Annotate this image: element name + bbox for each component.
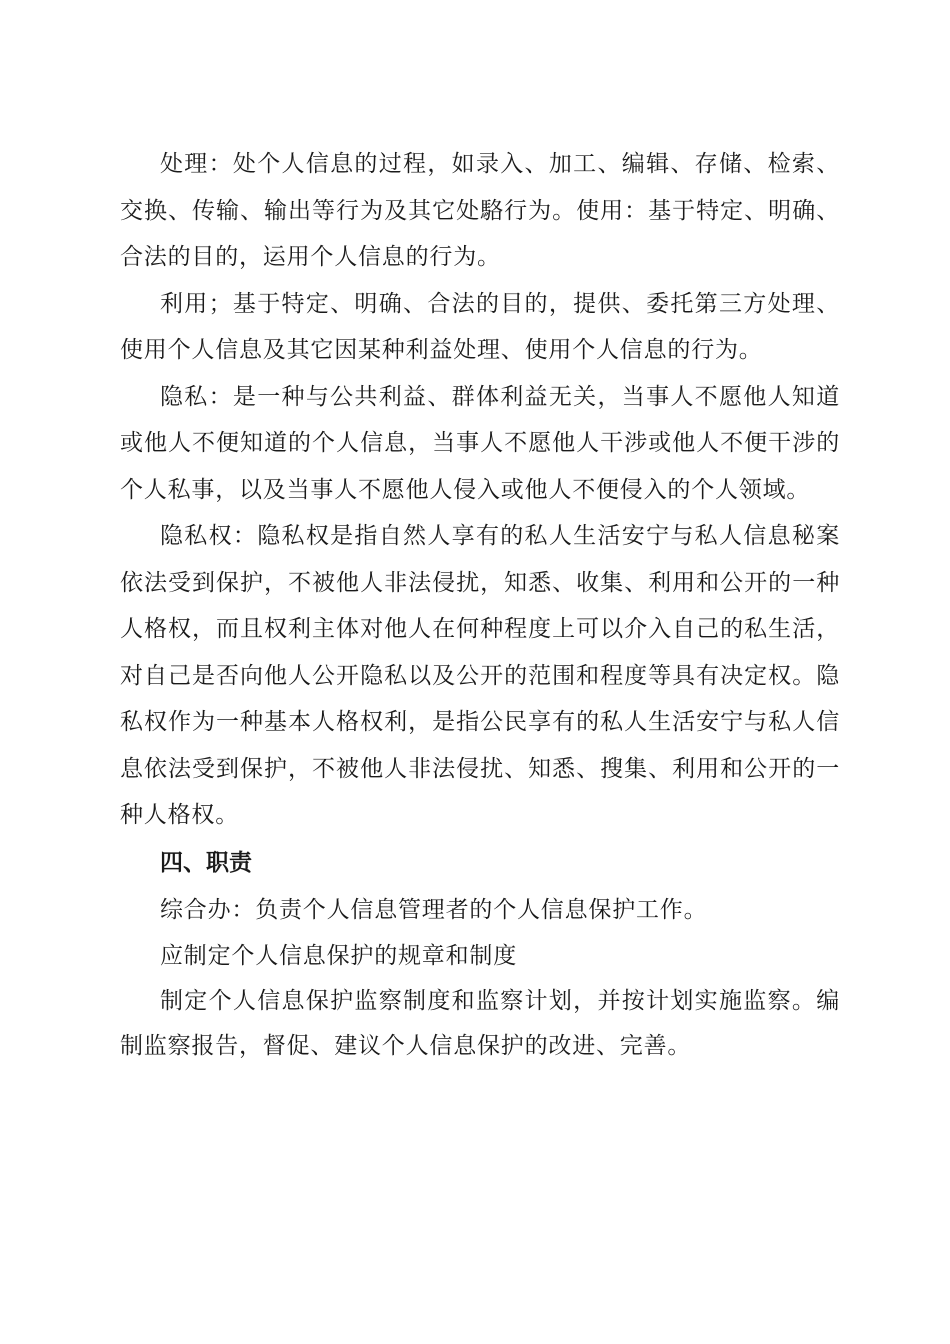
- paragraph-office-duty: 综合办：负责个人信息管理者的个人信息保护工作。: [160, 896, 708, 923]
- section-heading-duties: 四、职责: [160, 849, 252, 876]
- paragraph-processing: 处理：处个人信息的过程，如录入、加工、编辑、存储、检索、交换、传输、输出等行为及其它处駱行为。使用：基于特定、明确、合法的目的，运用个人信息的行为。: [120, 151, 840, 270]
- paragraph-supervision-duty: 制定个人信息保护监察制度和监察计划，并按计划实施监察。编制监察报告，督促、建议个人信息保护的改进、完善。: [120, 987, 840, 1059]
- paragraph-rules-duty: 应制定个人信息保护的规章和制度: [160, 942, 517, 969]
- document-body: [120, 141, 840, 1069]
- paragraph-privacy: 隐私：是一种与公共利益、群体利益无关，当事人不愿他人知道或他人不便知道的个人信息，当事人不愿他人干涉或他人不便干涉的个人私事，以及当事人不愿他人侵入或他人不便侵入的个人领域。: [120, 383, 840, 503]
- paragraph-utilization: 利用；基于特定、明确、合法的目的，提供、委托第三方处理、使用个人信息及其它因某种利益处理、使用个人信息的行为。: [120, 290, 840, 363]
- paragraph-privacy-right: 隐私权：隐私权是指自然人享有的私人生活安宁与私人信息秘案依法受到保护，不被他人非法侵扰，知悉、收集、利用和公开的一种人格权，而且权利主体对他人在何种程度上可以介入自己的私生活，对自己是否向他人公开隐私以及公开的范围和程度等具有决定权。隐私权作为一种基本人格权利，是指公民享有的私人生活安宁与私人信息依法受到保护，不被他人非法侵扰、知悉、搜集、利用和公开的一种人格权。: [120, 523, 840, 828]
